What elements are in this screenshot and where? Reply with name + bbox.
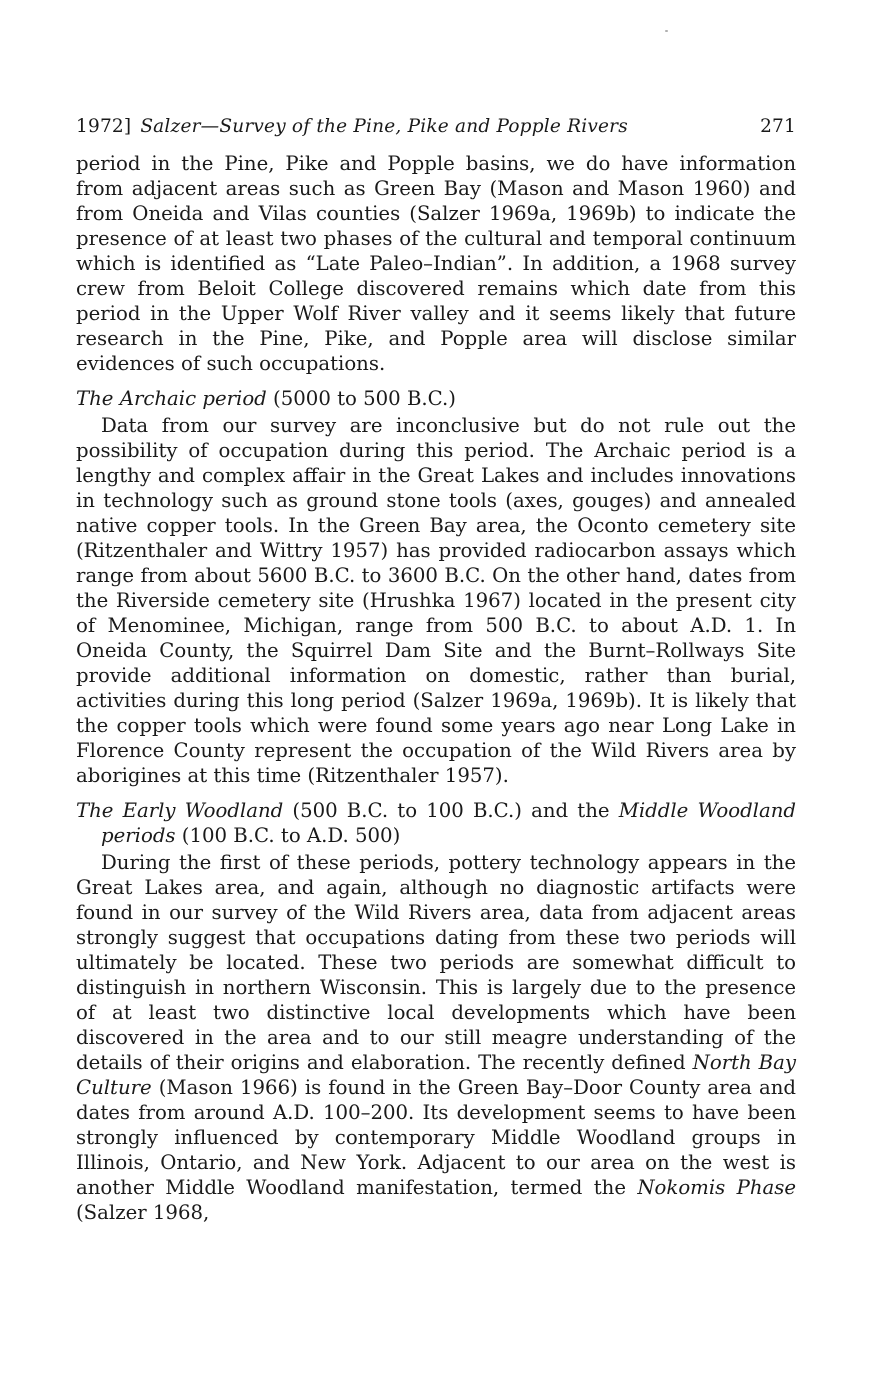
heading-middle-woodland-dates: (100 B.C. to A.D. 500): [175, 824, 401, 847]
paragraph-late-paleo-indian: period in the Pine, Pike and Popple basins, we do have information from adjacent areas such as Green Bay (Mason and Mason 1960) and from Oneida and Vilas counties (Salzer 1969a, 1969b) to indicate the presence of at least two phases of the cultural and temporal continuum which is identified as “Late Paleo–Indian”. In addition, a 1968 survey crew from Beloit College discovered remains which date from this period in the Upper Wolf River valley and it seems likely that future research in the Pine, Pike, and Popple area will disclose similar evidences of such occupations.: [76, 152, 796, 375]
woodland-text-2: (Mason 1966) is found in the Green Bay–Door County area and dates from around A.D. 100–200. Its development seems to have been strongly influenced by contemporary Middle Woodland groups in Illinois, Ontario, and New York. Adjacent to our area on the west is another Middle Woodland manifestation, termed the: [76, 1076, 796, 1199]
woodland-text-1: During the first of these periods, pottery technology appears in the Great Lakes area, and again, although no diagnostic artifacts were found in our survey of the Wild Rivers area, data from adjacent areas strongly suggest that occupations dating from these two periods will ultimately be located. These two periods are somewhat difficult to distinguish in northern Wisconsin. This is largely due to the presence of at least two distinctive local developments which have been discovered in the area and to our still meagre understanding of the details of their origins and elaboration. The recently defined: [76, 851, 796, 1074]
heading-early-woodland: The Early Woodland: [76, 799, 284, 822]
page-number: 271: [760, 116, 796, 137]
article-title: Salzer—Survey of the Pine, Pike and Popple Rivers: [140, 116, 628, 137]
heading-early-woodland-dates: (500 B.C. to 100 B.C.) and the: [283, 799, 619, 822]
page: [76, 116, 796, 1225]
heading-woodland-periods: [76, 798, 796, 848]
running-head: [76, 116, 796, 137]
heading-archaic-dates: (5000 to 500 B.C.): [266, 387, 456, 410]
heading-middle-woodland: Middle Woodland periods: [101, 799, 796, 847]
woodland-text-3: (Salzer 1968,: [76, 1201, 210, 1224]
scan-speck: [665, 30, 668, 32]
paragraph-woodland: [76, 850, 796, 1225]
nokomis-phase: Nokomis Phase: [637, 1176, 797, 1199]
heading-archaic-title: The Archaic period: [76, 387, 267, 410]
paragraph-archaic: Data from our survey are inconclusive but do not rule out the possibility of occupation during this period. The Archaic period is a lengthy and complex affair in the Great Lakes and includes innovations in technology such as ground stone tools (axes, gouges) and annealed native copper tools. In the Green Bay area, the Oconto cemetery site (Ritzenthaler and Wittry 1957) has provided radiocarbon assays which range from about 5600 B.C. to 3600 B.C. On the other hand, dates from the Riverside cemetery site (Hrushka 1967) located in the present city of Menominee, Michigan, range from 500 B.C. to about A.D. 1. In Oneida County, the Squirrel Dam Site and the Burnt–Rollways Site provide additional information on domestic, rather than burial, activities during this long period (Salzer 1969a, 1969b). It is likely that the copper tools which were found some years ago near Long Lake in Florence County represent the occupation of the Wild Rivers area by aborigines at this time (Ritzenthaler 1957).: [76, 414, 796, 787]
journal-year: 1972]: [76, 116, 132, 137]
north-bay-culture: North Bay Culture: [76, 1051, 797, 1099]
heading-archaic-period: [76, 386, 796, 411]
